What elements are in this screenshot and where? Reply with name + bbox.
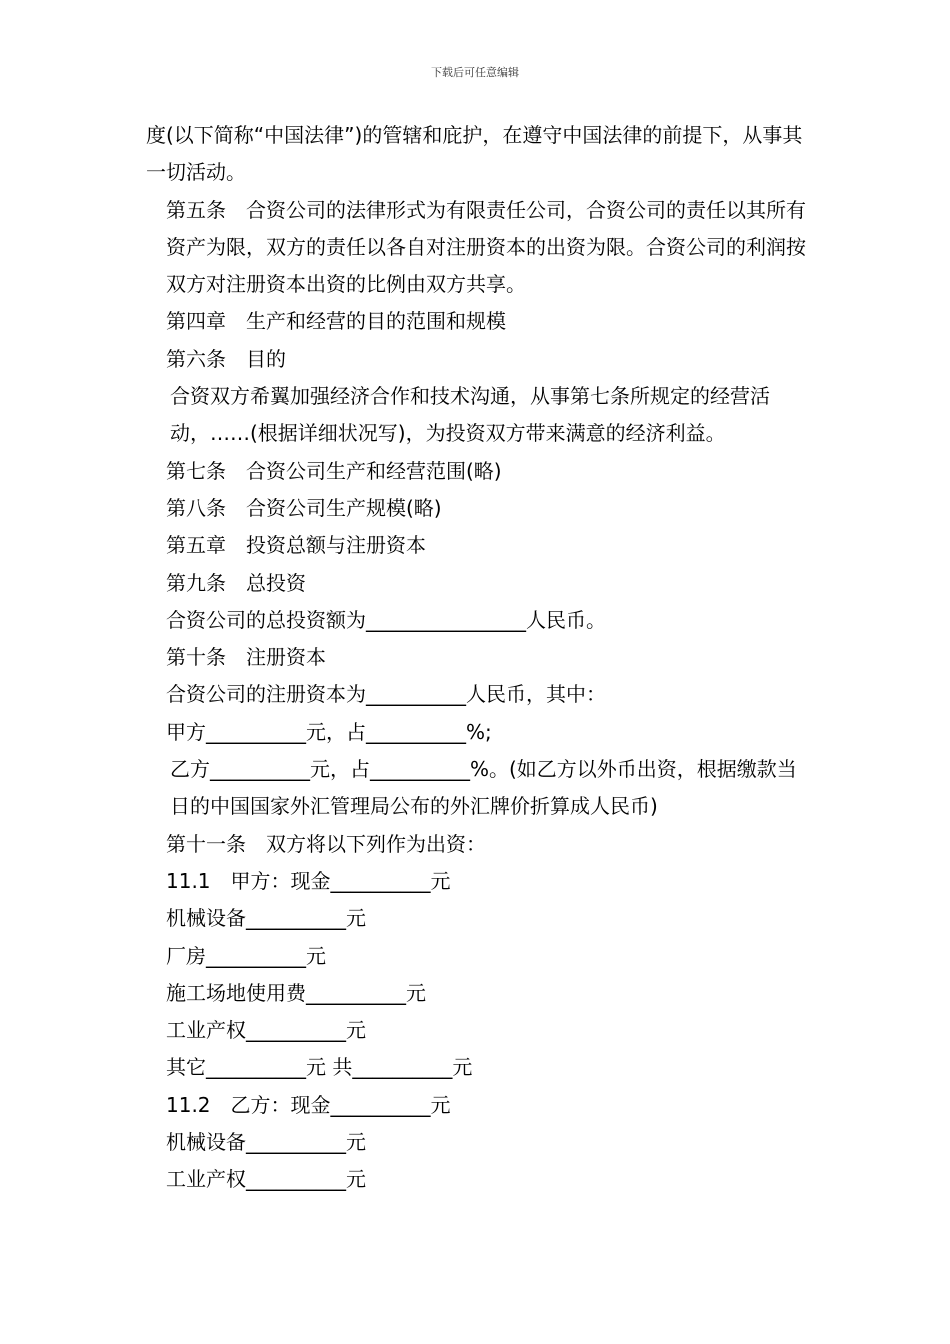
total-investment-line: 合资公司的总投资额为________________人民币。 [166, 607, 606, 632]
page-header-note: 下载后可任意编辑 [431, 66, 519, 79]
paragraph-article-6-body: 合资双方希翼加强经济合作和技术沟通，从事第七条所规定的经营活动，……(根据详细状况写)，为投资双方带来满意的经济利益。 [170, 384, 770, 446]
article-7-heading: 第七条 合资公司生产和经营范围(略) [166, 458, 502, 483]
article-9-heading: 第九条 总投资 [166, 570, 306, 595]
party-a-cash-line: 11.1 甲方：现金__________元 [166, 868, 451, 893]
article-11-heading: 第十一条 双方将以下列作为出资： [166, 831, 486, 856]
registered-capital-line: 合资公司的注册资本为__________人民币，其中： [166, 682, 606, 707]
party-a-site-fee-line: 施工场地使用费__________元 [166, 980, 426, 1005]
party-a-share-line: 甲方__________元，占__________%; [166, 719, 492, 744]
party-a-ip-line: 工业产权__________元 [166, 1018, 366, 1043]
article-8-heading: 第八条 合资公司生产规模(略) [166, 495, 442, 520]
chapter-4-heading: 第四章 生产和经营的目的范围和规模 [166, 309, 506, 334]
party-b-ip-line: 工业产权__________元 [166, 1167, 366, 1192]
party-b-share-line: 乙方__________元，占__________%。(如乙方以外币出资，根据缴款当日的中国国家外汇管理局公布的外汇牌价折算成人民币) [170, 757, 797, 819]
paragraph-article-5: 第五条 合资公司的法律形式为有限责任公司，合资公司的责任以其所有资产为限，双方的责任以各自对注册资本的出资为限。合资公司的利润按双方对注册资本出资的比例由双方共享。 [166, 197, 806, 297]
chapter-5-heading: 第五章 投资总额与注册资本 [166, 533, 426, 558]
party-b-cash-line: 11.2 乙方：现金__________元 [166, 1092, 451, 1117]
party-b-machinery-line: 机械设备__________元 [166, 1130, 366, 1155]
party-a-machinery-line: 机械设备__________元 [166, 906, 366, 931]
document-body [146, 117, 810, 1199]
article-6-heading: 第六条 目的 [166, 346, 286, 371]
party-a-plant-line: 厂房__________元 [166, 943, 326, 968]
article-10-heading: 第十条 注册资本 [166, 645, 326, 670]
paragraph-0: 度(以下简称“中国法律”)的管辖和庇护，在遵守中国法律的前提下，从事其一切活动。 [146, 123, 803, 185]
party-a-other-total-line: 其它__________元 共__________元 [166, 1055, 473, 1080]
